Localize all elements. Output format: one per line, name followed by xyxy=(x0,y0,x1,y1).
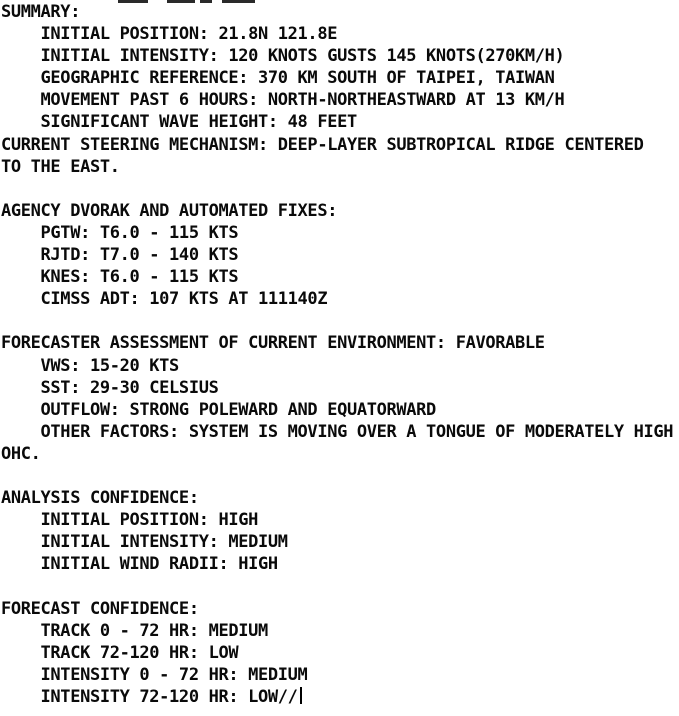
text-line: INTENSITY 72-120 HR: LOW// xyxy=(1,686,679,708)
text-line: SST: 29-30 CELSIUS xyxy=(1,377,219,398)
document-text[interactable] xyxy=(1,1,679,708)
text-line: INITIAL POSITION: HIGH xyxy=(1,510,259,531)
text-line: RJTD: T7.0 - 140 KTS xyxy=(1,245,239,266)
blank-line xyxy=(1,575,679,597)
text-line: INTENSITY 0 - 72 HR: MEDIUM xyxy=(1,664,308,685)
text-line: INITIAL WIND RADII: HIGH xyxy=(1,554,278,575)
blank-line xyxy=(1,310,679,332)
text-cursor xyxy=(300,687,302,704)
text-line: KNES: T6.0 - 115 KTS xyxy=(1,267,239,288)
text-line: FORECAST CONFIDENCE: xyxy=(1,598,199,619)
text-line: OUTFLOW: STRONG POLEWARD AND EQUATORWARD xyxy=(1,399,436,420)
text-line: OHC. xyxy=(1,443,41,464)
text-line: PGTW: T6.0 - 115 KTS xyxy=(1,222,239,243)
text-line: AGENCY DVORAK AND AUTOMATED FIXES: xyxy=(1,200,338,221)
text-line: ANALYSIS CONFIDENCE: xyxy=(1,488,199,509)
text-line: MOVEMENT PAST 6 HOURS: NORTH-NORTHEASTWARD AT 13 KM/H xyxy=(1,90,565,111)
text-line: SIGNIFICANT WAVE HEIGHT: 48 FEET xyxy=(1,112,357,133)
text-line: TO THE EAST. xyxy=(1,156,120,177)
text-line: CIMSS ADT: 107 KTS AT 111140Z xyxy=(1,289,328,310)
text-line: TRACK 72-120 HR: LOW xyxy=(1,642,239,663)
text-line: INITIAL INTENSITY: 120 KNOTS GUSTS 145 KNOTS(270KM/H) xyxy=(1,46,565,67)
text-line: FORECASTER ASSESSMENT OF CURRENT ENVIRONMENT: FAVORABLE xyxy=(1,333,545,354)
blank-line xyxy=(1,178,679,200)
text-line: GEOGRAPHIC REFERENCE: 370 KM SOUTH OF TAIPEI, TAIWAN xyxy=(1,68,555,89)
text-line: INITIAL INTENSITY: MEDIUM xyxy=(1,532,288,553)
blank-line xyxy=(1,465,679,487)
text-line: TRACK 0 - 72 HR: MEDIUM xyxy=(1,620,268,641)
text-line: INITIAL POSITION: 21.8N 121.8E xyxy=(1,24,338,45)
text-line: SUMMARY: xyxy=(1,2,81,22)
text-line: OTHER FACTORS: SYSTEM IS MOVING OVER A TONGUE OF MODERATELY HIGH xyxy=(1,421,674,442)
text-line: CURRENT STEERING MECHANISM: DEEP-LAYER SUBTROPICAL RIDGE CENTERED xyxy=(1,134,644,155)
text-line: VWS: 15-20 KTS xyxy=(1,355,179,376)
